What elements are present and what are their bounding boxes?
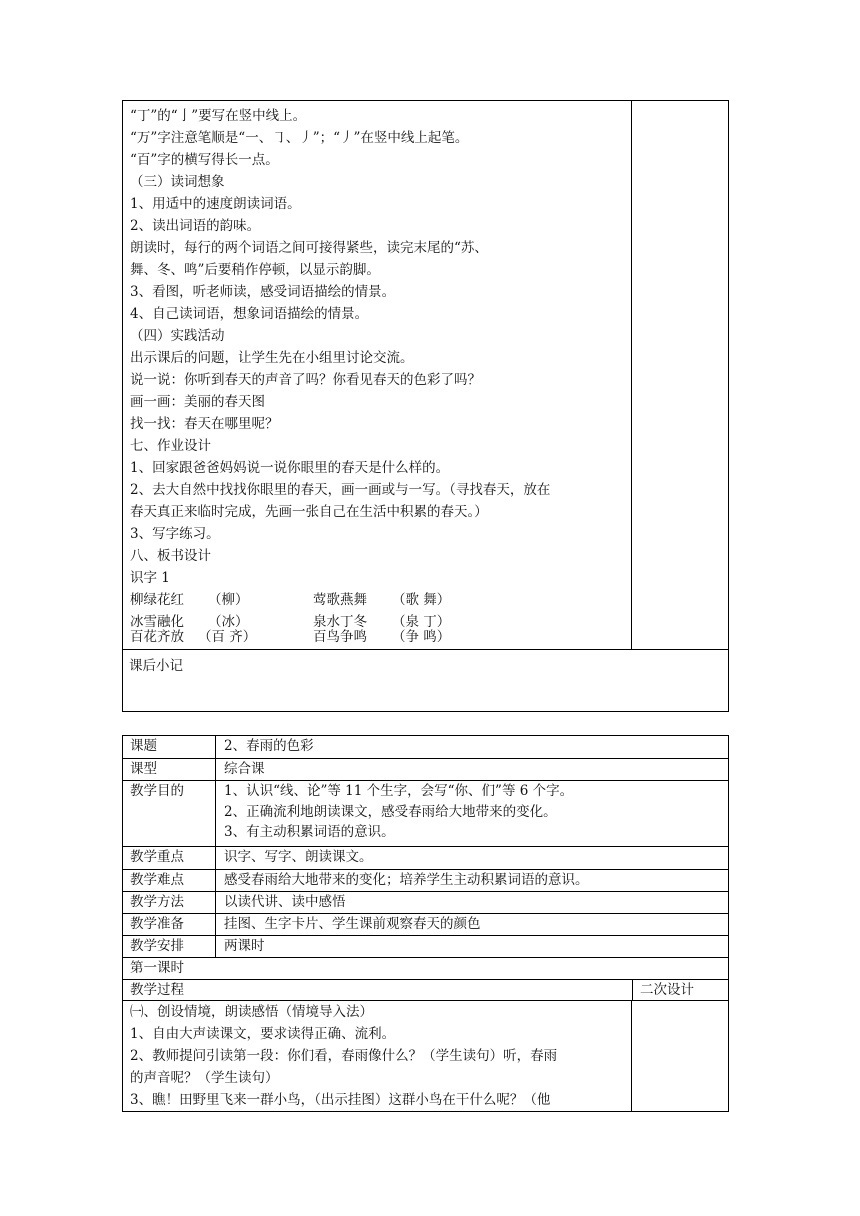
content-line: 说一说：你听到春天的声音了吗？你看见春天的色彩了吗？ xyxy=(130,372,481,388)
content-line: 3、写字练习。 xyxy=(130,526,220,542)
process-line: 2、教师提问引读第一段：你们看，春雨像什么？（学生读句）听，春雨 xyxy=(130,1048,558,1064)
content-line: 3、看图，听老师读，感受词语描绘的情景。 xyxy=(130,284,396,300)
content-line: 朗读时，每行的两个词语之间可接得紧些，读完末尾的“苏、 xyxy=(130,240,488,256)
process-line: ㈠、创设情境，朗读感悟（情境导入法） xyxy=(130,1004,373,1020)
row-value: 以读代讲、读中感悟 xyxy=(224,894,346,910)
info-row-schedule xyxy=(123,936,728,958)
content-line: “万”字注意笔顺是“一、㇆、丿”；“丿”在竖中线上起笔。 xyxy=(130,130,469,146)
content-line: “丁”的“亅”要写在竖中线上。 xyxy=(130,108,307,124)
info-row-preparation xyxy=(123,914,728,936)
section-heading: （三）读词想象 xyxy=(130,174,225,190)
content-line: 舞、冬、鸣”后要稍作停顿，以显示韵脚。 xyxy=(130,262,380,278)
process-label: 教学过程 xyxy=(130,982,184,998)
board-word: 百花齐放 xyxy=(130,629,184,645)
row-value: 2、春雨的色彩 xyxy=(224,738,314,754)
goal-line: 1、认识“线、论”等 11 个生字，会写“你、们”等 6 个字。 xyxy=(224,783,574,799)
board-chars: （冰） xyxy=(208,614,249,630)
board-chars: （争 鸣） xyxy=(392,629,451,645)
lesson-content-cell xyxy=(123,101,632,649)
board-title: 识字 1 xyxy=(130,570,170,586)
section-heading: （四）实践活动 xyxy=(130,328,225,344)
content-line: 画一画：美丽的春天图 xyxy=(130,394,265,410)
row-label: 课题 xyxy=(123,736,216,758)
info-row-goals xyxy=(123,781,728,847)
board-chars: （歌 舞） xyxy=(392,592,451,608)
section-heading: 七、作业设计 xyxy=(130,438,211,454)
board-chars: （泉 丁） xyxy=(392,614,451,630)
lesson-plan-table-continued xyxy=(122,100,729,712)
process-content-cell xyxy=(123,1001,632,1111)
board-word: 莺歌燕舞 xyxy=(313,592,367,608)
row-value: 识字、写字、朗读课文。 xyxy=(224,849,373,865)
after-class-notes-label: 课后小记 xyxy=(129,658,183,674)
row-label: 教学目的 xyxy=(123,781,216,846)
row-value xyxy=(224,781,573,843)
first-lesson-row xyxy=(123,958,728,980)
board-chars: （百 齐） xyxy=(198,629,257,645)
row-label: 教学准备 xyxy=(123,914,216,935)
content-line: 春天真正来临时完成，先画一张自己在生活中积累的春天。） xyxy=(130,504,488,520)
first-lesson-label: 第一课时 xyxy=(130,960,184,976)
process-header-row xyxy=(123,980,728,1001)
content-line: 1、用适中的速度朗读词语。 xyxy=(130,196,301,212)
second-design-label: 二次设计 xyxy=(632,980,728,1000)
process-line: 的声音呢？（学生读句） xyxy=(130,1070,279,1086)
content-line: 4、自己读词语，想象词语描绘的情景。 xyxy=(130,306,369,322)
goal-line: 3、有主动积累词语的意识。 xyxy=(224,824,395,840)
content-line: 找一找：春天在哪里呢？ xyxy=(130,416,279,432)
info-row-method xyxy=(123,892,728,914)
row-value: 两课时 xyxy=(224,938,265,954)
board-word: 冰雪融化 xyxy=(130,614,184,630)
content-line: 2、去大自然中找找你眼里的春天，画一画或与一写。（寻找春天，放在 xyxy=(130,482,551,498)
second-design-cell xyxy=(632,101,728,649)
info-row-focus xyxy=(123,847,728,870)
row-value: 挂图、生字卡片、学生课前观察春天的颜色 xyxy=(224,916,481,932)
row-value: 综合课 xyxy=(224,761,265,777)
row-label: 课型 xyxy=(123,759,216,780)
content-line: “百”字的横写得长一点。 xyxy=(130,152,279,168)
info-row-difficulty xyxy=(123,870,728,892)
board-word: 柳绿花红 xyxy=(130,592,184,608)
content-line: 出示课后的问题，让学生先在小组里讨论交流。 xyxy=(130,350,414,366)
row-label: 教学难点 xyxy=(123,870,216,891)
content-line: 1、回家跟爸爸妈妈说一说你眼里的春天是什么样的。 xyxy=(130,460,450,476)
content-line: 2、读出词语的韵味。 xyxy=(130,218,261,234)
row-value: 感受春雨给大地带来的变化；培养学生主动积累词语的意识。 xyxy=(224,872,589,888)
row-label: 教学方法 xyxy=(123,892,216,913)
process-line: 3、瞧！田野里飞来一群小鸟，（出示挂图）这群小鸟在干什么呢？（他 xyxy=(130,1092,551,1108)
board-chars: （柳） xyxy=(208,592,249,608)
row-label: 教学安排 xyxy=(123,936,216,957)
after-class-notes-cell xyxy=(123,649,728,711)
row-label: 教学重点 xyxy=(123,847,216,869)
lesson-plan-table xyxy=(122,735,729,1112)
process-line: 1、自由大声读课文，要求读得正确、流利。 xyxy=(130,1026,396,1042)
goal-line: 2、正确流利地朗读课文，感受春雨给大地带来的变化。 xyxy=(224,803,557,820)
board-word: 泉水丁冬 xyxy=(313,614,367,630)
section-heading: 八、板书设计 xyxy=(130,548,211,564)
info-row-title xyxy=(123,736,728,759)
info-row-type xyxy=(123,759,728,781)
board-word: 百鸟争鸣 xyxy=(313,629,367,645)
